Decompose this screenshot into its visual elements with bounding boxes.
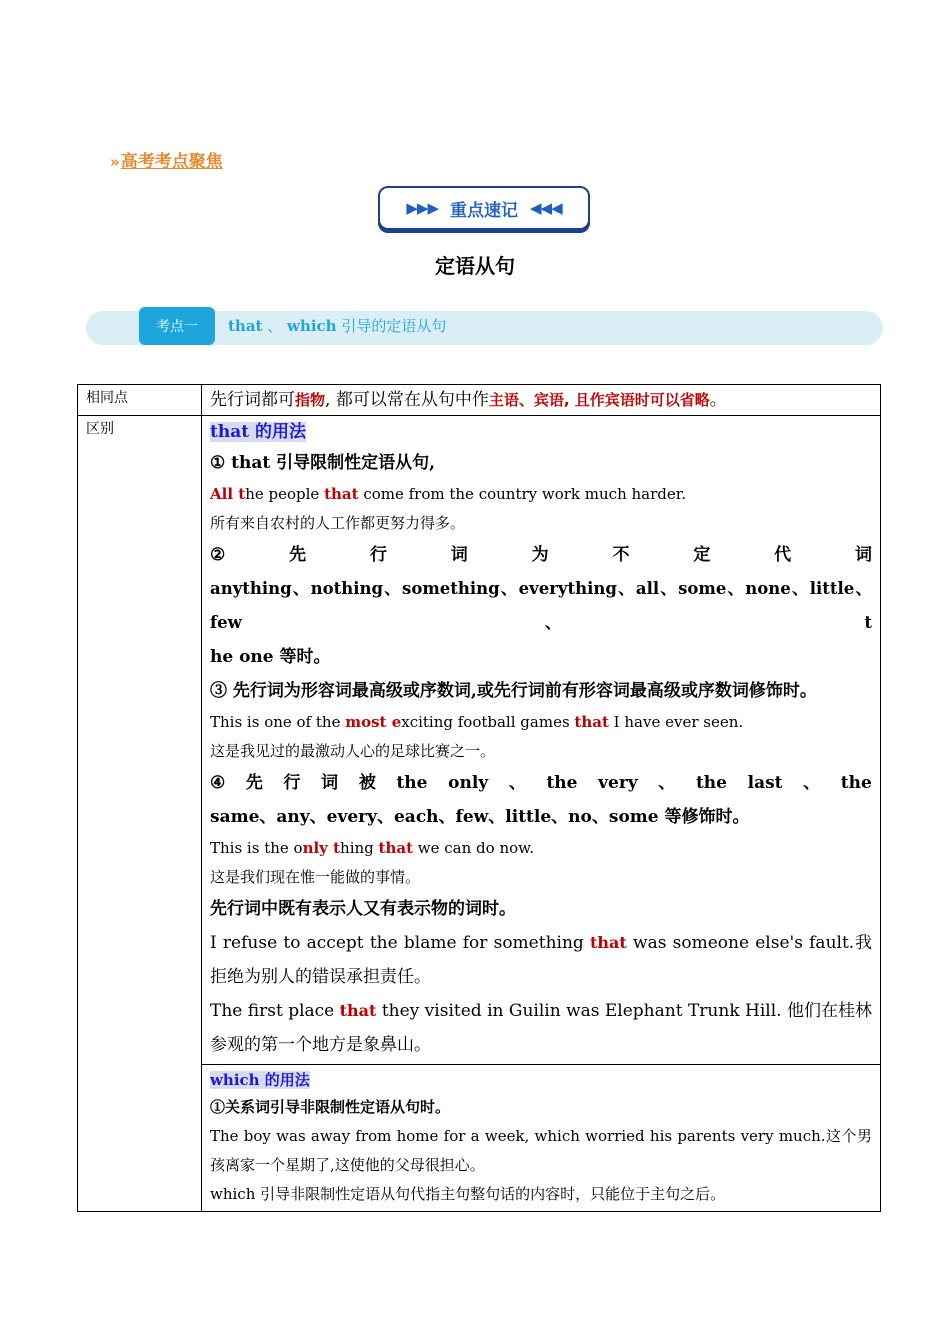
section-tag: 考点一: [139, 307, 215, 345]
rule4-word: ④: [210, 773, 226, 793]
example-4: [210, 834, 872, 863]
ex5a-text-b: was someone else's fault.我拒绝为别人的错误承担责任。: [210, 933, 873, 987]
rule-2-line-2: anything、nothing、something、everything、all、some、none、little、few、t: [210, 579, 872, 632]
rule-1: ① that 引导限制性定语从句,: [210, 453, 436, 473]
ex3-red-a: most e: [345, 713, 402, 731]
rule2-word: 不: [612, 545, 630, 565]
rule-3: ③ 先行词为形容词最高级或序数词,或先行词前有形容词最高级或序数词修饰时。: [210, 681, 817, 701]
same-label: 相同点: [78, 385, 202, 416]
ex3-text-a: This is one of the: [210, 713, 346, 731]
same-text-2: , 都可以常在从句中作: [325, 390, 489, 410]
rule4-word: 先: [245, 773, 263, 793]
rule2-word: 行: [369, 545, 387, 565]
key-points-badge: [378, 186, 590, 230]
section-title-which: which: [287, 317, 337, 335]
ex3-text-c: I have ever seen.: [608, 713, 744, 731]
same-red-2: 主语、宾语, 且作宾语时可以省略: [488, 391, 710, 409]
ex5b-red: that: [339, 1001, 377, 1020]
rule4-word: 、: [803, 773, 821, 793]
grammar-table: [77, 384, 881, 1212]
which-rule-1: ①关系词引导非限制性定语从句时。: [210, 1098, 451, 1116]
rule4-word: the: [546, 773, 578, 793]
section-title: [228, 315, 446, 336]
ex5a-red: that: [590, 933, 627, 952]
rule-2-line-3: he one 等时。: [210, 647, 331, 667]
rule-4-line-1: [210, 766, 872, 800]
that-heading: that 的用法: [210, 422, 306, 442]
example-4-cn: 这是我们现在惟一能做的事情。: [210, 868, 421, 886]
ex3-text-b: xciting football games: [401, 713, 575, 731]
ex1-red-b: that: [324, 485, 359, 503]
same-text-1: 先行词都可: [210, 390, 295, 410]
rule4-word: the: [396, 773, 428, 793]
which-example-1: The boy was away from home for a week, which worried his parents very much.这个男孩离家一个星期了,这使他的父母很担心。: [210, 1127, 872, 1174]
which-heading: which 的用法: [210, 1071, 310, 1089]
ex4-text-b: hing: [340, 839, 379, 857]
rule4-word: only: [448, 773, 489, 793]
rule2-word: 词: [855, 545, 872, 565]
rule4-word: the: [695, 773, 727, 793]
ex1-red-a: All t: [210, 485, 246, 503]
section-title-that: that: [228, 317, 263, 335]
example-5b: [210, 994, 872, 1062]
ex1-text-a: he people: [245, 485, 325, 503]
rule4-word: last: [747, 773, 783, 793]
example-1-cn: 所有来自农村的人工作都更努力得多。: [210, 514, 466, 532]
rule2-word: 先: [289, 545, 307, 565]
example-3-cn: 这是我见过的最激动人心的足球比赛之一。: [210, 742, 496, 760]
example-1: [210, 480, 872, 509]
focus-link[interactable]: [110, 147, 223, 172]
rule4-word: 、: [658, 773, 676, 793]
that-usage-cell: [202, 416, 881, 1065]
double-chevron-icon: »: [110, 153, 117, 171]
ex4-red-b: that: [378, 839, 414, 857]
rule2-word: 词: [450, 545, 468, 565]
rule4-word: 、: [508, 773, 526, 793]
ex1-text-b: come from the country work much harder.: [358, 485, 687, 503]
example-3: [210, 708, 872, 737]
rule4-word: 词: [321, 773, 339, 793]
rule-2-line-1: [210, 538, 872, 572]
rule4-word: very: [598, 773, 638, 793]
rule2-word: 代: [774, 545, 792, 565]
rule4-word: the: [840, 773, 872, 793]
ex4-text-a: This is the o: [210, 839, 303, 857]
ex5b-text-b: they visited in Guilin was Elephant Trunk Hill. 他们在桂林参观的第一个地方是象鼻山。: [210, 1001, 872, 1055]
table-row: [78, 416, 881, 1065]
rule2-word: ②: [210, 545, 226, 565]
section-title-rest: 引导的定语从句: [336, 317, 447, 335]
which-note: which 引导非限制性定语从句代指主句整句话的内容时，只能位于主句之后。: [210, 1185, 726, 1203]
rule4-word: 被: [358, 773, 376, 793]
focus-link-text[interactable]: 高考考点聚焦: [120, 152, 223, 172]
ex5b-text-a: The first place: [210, 1001, 340, 1021]
section-title-sep: 、: [262, 317, 288, 335]
rule-4-line-2: same、any、every、each、few、little、no、some 等修饰时。: [210, 807, 750, 827]
triple-arrow-right-icon: ▶▶▶: [406, 199, 438, 217]
same-red-1: 指物: [295, 391, 326, 409]
page-title: 定语从句: [435, 254, 515, 278]
example-5a: [210, 926, 872, 994]
same-text-3: 。: [709, 390, 727, 410]
rule-5: 先行词中既有表示人又有表示物的词时。: [210, 899, 516, 919]
ex4-red-a: nly t: [302, 839, 341, 857]
same-text: [210, 387, 872, 413]
ex4-text-c: we can do now.: [413, 839, 534, 857]
ex5a-text-a: I refuse to accept the blame for something: [210, 933, 591, 953]
diff-label: 区别: [78, 416, 202, 1212]
ex3-red-b: that: [574, 713, 609, 731]
same-content: [202, 385, 881, 416]
badge-label: 重点速记: [450, 200, 518, 221]
rule2-word: 定: [693, 545, 711, 565]
triple-arrow-left-icon: ◀◀◀: [530, 199, 562, 217]
rule4-word: 行: [283, 773, 301, 793]
which-usage-cell: [202, 1065, 881, 1212]
table-row: [78, 385, 881, 416]
rule2-word: 为: [531, 545, 549, 565]
